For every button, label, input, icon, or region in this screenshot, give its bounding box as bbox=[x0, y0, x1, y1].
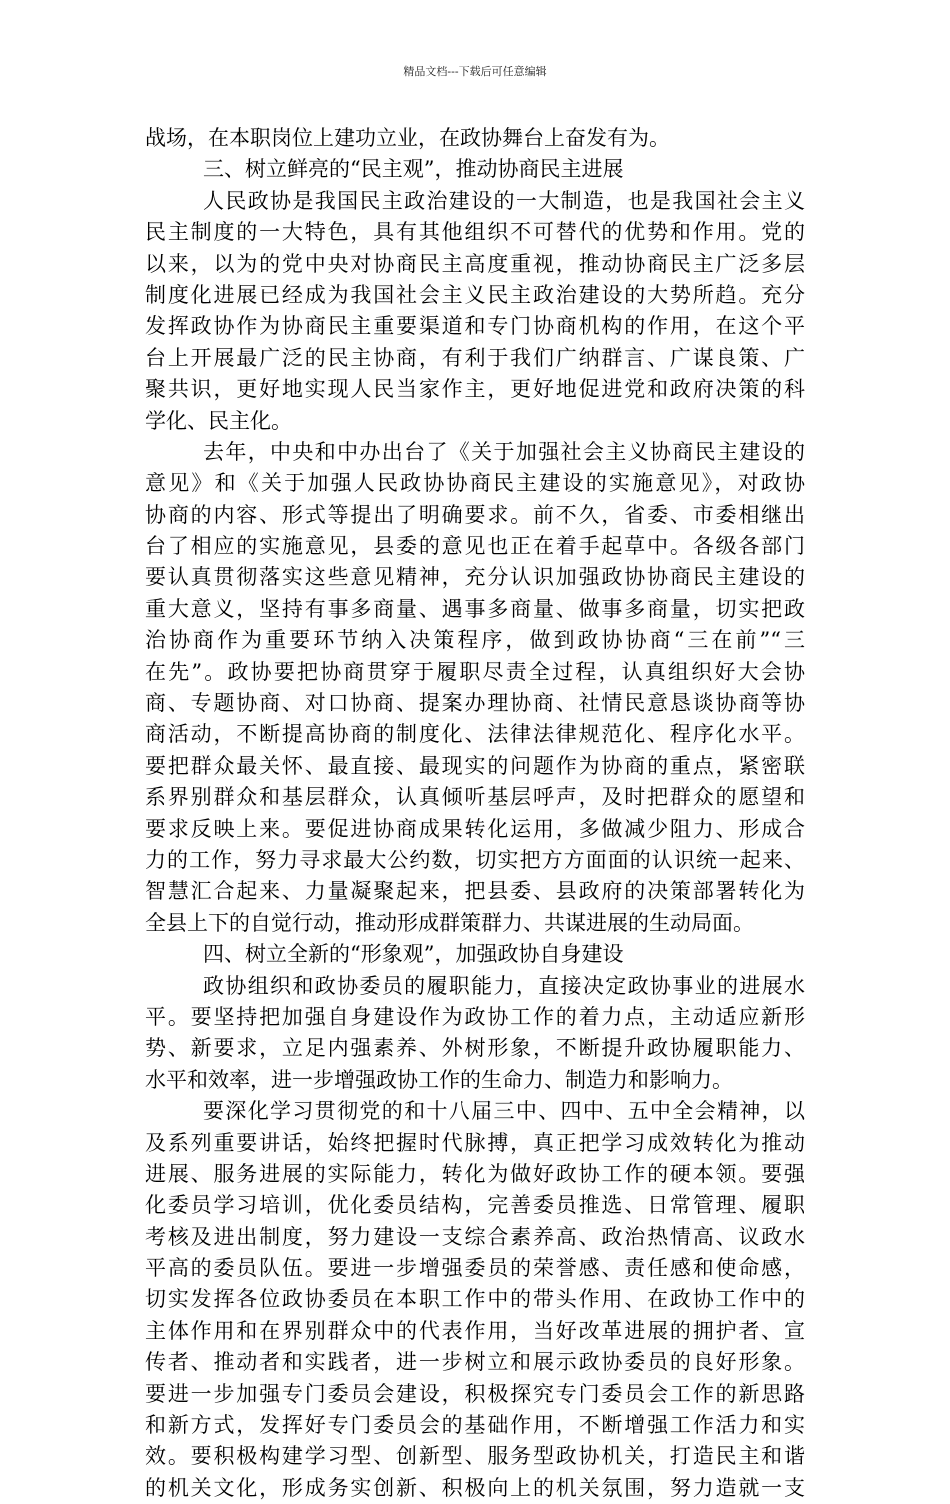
text-line: 要认真贯彻落实这些意见精神，充分认识加强政协协商民主建设的 bbox=[145, 565, 805, 590]
text-line: 发挥政协作为协商民主重要渠道和专门协商机构的作用，在这个平 bbox=[145, 314, 805, 339]
text-line: 商活动，不断提高协商的制度化、法律法律规范化、程序化水平。 bbox=[145, 722, 805, 747]
text-line: 切实发挥各位政协委员在本职工作中的带头作用、在政协工作中的 bbox=[145, 1287, 805, 1312]
text-line: 要求反映上来。要促进协商成果转化运用，多做减少阻力、形成合 bbox=[145, 816, 805, 841]
text-line: 及系列重要讲话，始终把握时代脉搏，真正把学习成效转化为推动 bbox=[145, 1130, 805, 1155]
text-line: 水平和效率，进一步增强政协工作的生命力、制造力和影响力。 bbox=[145, 1067, 733, 1092]
text-line: 要进一步加强专门委员会建设，积极探究专门委员会工作的新思路 bbox=[145, 1381, 805, 1406]
section-heading: 三、树立鲜亮的“民主观”，推动协商民主进展 bbox=[203, 157, 624, 182]
text-line: 民主制度的一大特色，具有其他组织不可替代的优势和作用。党的 bbox=[145, 220, 805, 245]
text-line: 和新方式，发挥好专门委员会的基础作用，不断增强工作活力和实 bbox=[145, 1413, 805, 1438]
text-line: 智慧汇合起来、力量凝聚起来，把县委、县政府的决策部署转化为 bbox=[145, 879, 805, 904]
text-line: 协商的内容、形式等提出了明确要求。前不久，省委、市委相继出 bbox=[145, 502, 805, 527]
text-line: 聚共识，更好地实现人民当家作主，更好地促进党和政府决策的科 bbox=[145, 377, 805, 402]
text-line: 人民政协是我国民主政治建设的一大制造，也是我国社会主义 bbox=[203, 188, 805, 213]
text-line: 治协商作为重要环节纳入决策程序，做到政协协商“三在前”“三 bbox=[145, 628, 805, 653]
text-line: 在先”。政协要把协商贯穿于履职尽责全过程，认真组织好大会协 bbox=[145, 659, 805, 684]
text-line: 要深化学习贯彻党的和十八届三中、四中、五中全会精神，以 bbox=[203, 1099, 805, 1124]
text-line: 考核及进出制度，努力建设一支综合素养高、政治热情高、议政水 bbox=[145, 1224, 805, 1249]
text-line: 的机关文化，形成务实创新、积极向上的机关氛围，努力造就一支 bbox=[145, 1475, 805, 1500]
section-heading: 四、树立全新的“形象观”，加强政协自身建设 bbox=[203, 942, 624, 967]
text-line: 平高的委员队伍。要进一步增强委员的荣誉感、责任感和使命感， bbox=[145, 1256, 805, 1281]
text-line: 传者、推动者和实践者，进一步树立和展示政协委员的良好形象。 bbox=[145, 1350, 805, 1375]
text-line: 势、新要求，立足内强素养、外树形象，不断提升政协履职能力、 bbox=[145, 1036, 805, 1061]
text-line: 台上开展最广泛的民主协商，有利于我们广纳群言、广谋良策、广 bbox=[145, 345, 805, 370]
document-body bbox=[145, 123, 805, 1504]
text-line: 学化、民主化。 bbox=[145, 408, 292, 433]
text-line: 战场，在本职岗位上建功立业，在政协舞台上奋发有为。 bbox=[145, 126, 670, 150]
text-line: 力的工作，努力寻求最大公约数，切实把方方面面的认识统一起来、 bbox=[145, 847, 805, 872]
text-line: 台了相应的实施意见，县委的意见也正在着手起草中。各级各部门 bbox=[145, 534, 805, 559]
text-line: 平。要坚持把加强自身建设作为政协工作的着力点，主动适应新形 bbox=[145, 1004, 805, 1029]
text-line: 以来，以为的党中央对协商民主高度重视，推动协商民主广泛多层 bbox=[145, 251, 805, 276]
text-line: 政协组织和政协委员的履职能力，直接决定政协事业的进展水 bbox=[203, 973, 805, 998]
text-line: 系界别群众和基层群众，认真倾听基层呼声，及时把群众的愿望和 bbox=[145, 785, 805, 810]
text-line: 化委员学习培训，优化委员结构，完善委员推选、日常管理、履职 bbox=[145, 1193, 805, 1218]
text-line: 主体作用和在界别群众中的代表作用，当好改革进展的拥护者、宣 bbox=[145, 1318, 805, 1343]
text-line: 制度化进展已经成为我国社会主义民主政治建设的大势所趋。充分 bbox=[145, 282, 805, 307]
text-line: 要把群众最关怀、最直接、最现实的问题作为协商的重点，紧密联 bbox=[145, 753, 805, 778]
text-line: 商、专题协商、对口协商、提案办理协商、社情民意恳谈协商等协 bbox=[145, 691, 805, 716]
running-header: 精品文档---下载后可任意编辑 bbox=[403, 65, 547, 78]
text-line: 意见》和《关于加强人民政协协商民主建设的实施意见》，对政协 bbox=[145, 471, 805, 496]
text-line: 效。要积极构建学习型、创新型、服务型政协机关，打造民主和谐 bbox=[145, 1444, 805, 1469]
text-line: 进展、服务进展的实际能力，转化为做好政协工作的硬本领。要强 bbox=[145, 1161, 805, 1186]
text-line: 全县上下的自觉行动，推动形成群策群力、共谋进展的生动局面。 bbox=[145, 910, 754, 935]
text-line: 去年，中央和中办出台了《关于加强社会主义协商民主建设的 bbox=[203, 439, 805, 464]
text-line: 重大意义，坚持有事多商量、遇事多商量、做事多商量，切实把政 bbox=[145, 596, 805, 621]
